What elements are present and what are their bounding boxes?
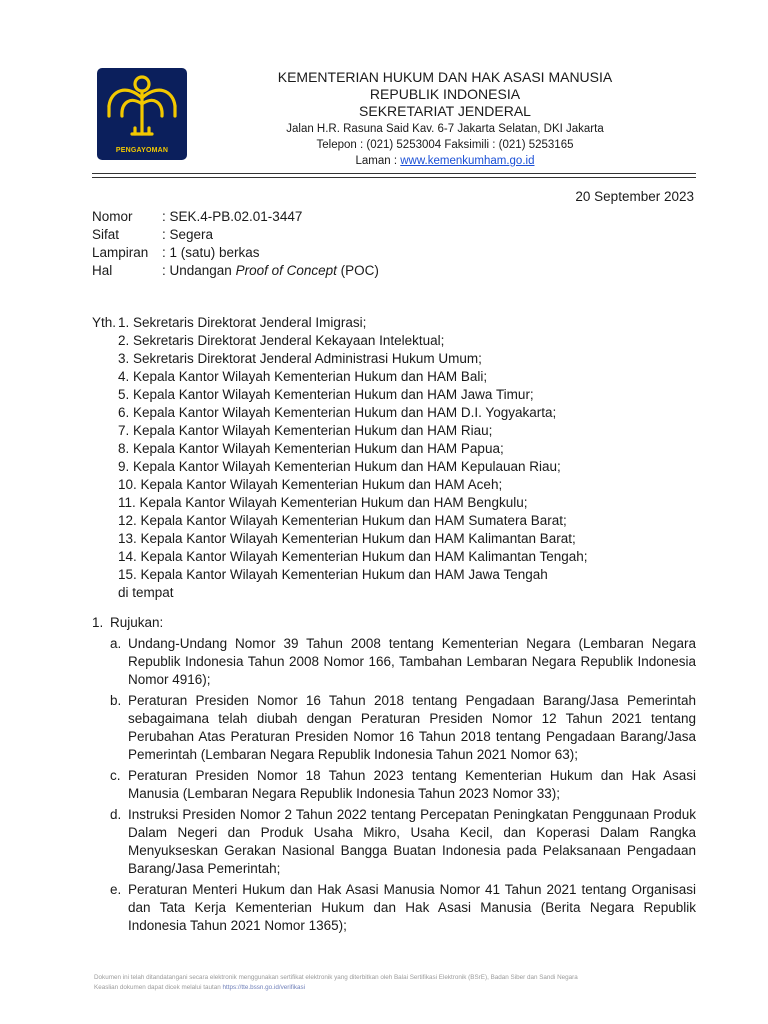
recipient-item: 14. Kepala Kantor Wilayah Kementerian Hukum dan HAM Kalimantan Tengah; — [118, 549, 588, 564]
meta-value-italic: Proof of Concept — [235, 263, 337, 278]
recipient-item: 7. Kepala Kantor Wilayah Kementerian Hukum dan HAM Riau; — [118, 423, 493, 438]
meta-key: Nomor — [92, 209, 133, 224]
reference-letter: b. — [110, 693, 122, 708]
recipient-item: 15. Kepala Kantor Wilayah Kementerian Hukum dan HAM Jawa Tengah — [118, 567, 548, 582]
address: Jalan H.R. Rasuna Said Kav. 6-7 Jakarta Selatan, DKI Jakarta — [286, 123, 604, 135]
meta-value: : Undangan — [162, 263, 236, 278]
footer-line: Keaslian dokumen dapat dicek melalui tautan https://tte.bssn.go.id/verifikasi — [94, 984, 306, 991]
recipient-item: 8. Kepala Kantor Wilayah Kementerian Hukum dan HAM Papua; — [118, 441, 504, 456]
website-link[interactable]: www.kemenkumham.go.id — [400, 155, 535, 167]
meta-hal — [92, 262, 379, 280]
meta-value: : Segera — [162, 227, 214, 242]
meta-value: : SEK.4-PB.02.01-3447 — [162, 209, 303, 224]
recipient-item: 11. Kepala Kantor Wilayah Kementerian Hukum dan HAM Bengkulu; — [118, 495, 528, 510]
header-divider — [92, 173, 696, 174]
esign-footer — [94, 973, 578, 993]
recipient-place: di tempat — [118, 585, 174, 600]
unit-name: SEKRETARIAT JENDERAL — [359, 103, 531, 119]
pengayoman-tree-icon — [97, 68, 187, 148]
meta-value: : 1 (satu) berkas — [162, 245, 260, 260]
meta-key: Lampiran — [92, 245, 149, 260]
reference-item — [92, 635, 696, 689]
meta-value-suffix: (POC) — [336, 263, 379, 278]
yth-label: Yth. — [92, 315, 117, 330]
recipient-item: 2. Sekretaris Direktorat Jenderal Kekayaan Intelektual; — [118, 333, 445, 348]
reference-item — [92, 767, 696, 803]
meta-nomor — [92, 208, 379, 226]
reference-item — [92, 692, 696, 764]
reference-letter: d. — [110, 807, 122, 822]
ministry-logo — [97, 68, 187, 160]
reference-letter: e. — [110, 882, 122, 897]
ministry-name: KEMENTERIAN HUKUM DAN HAK ASASI MANUSIA — [277, 69, 613, 85]
recipient-item: 4. Kepala Kantor Wilayah Kementerian Hukum dan HAM Bali; — [118, 369, 488, 384]
reference-letter: c. — [110, 768, 121, 783]
reference-text: Instruksi Presiden Nomor 2 Tahun 2022 tentang Percepatan Peningkatan Penggunaan Produk Dalam Negeri dan Produk Usaha Mikro, Usaha Kecil, dan Koperasi Dalam Rangka Menyukseskan Gerakan Nasional Bangga Buatan Indonesia pada Pelaksanaan Pengadaan Barang/Jasa Pemerintah; — [128, 807, 696, 876]
meta-key: Hal — [92, 263, 113, 278]
country-name: REPUBLIK INDONESIA — [369, 86, 521, 102]
reference-text: Undang-Undang Nomor 39 Tahun 2008 tentang Kementerian Negara (Lembaran Negara Republik Indonesia Tahun 2008 Nomor 166, Tambahan Lembaran Negara Republik Indonesia Nomor 4916); — [128, 636, 696, 687]
reference-item — [92, 806, 696, 878]
section-number: 1. — [92, 615, 104, 630]
meta-key: Sifat — [92, 227, 120, 242]
recipient-list — [92, 314, 588, 602]
recipient-item: 5. Kepala Kantor Wilayah Kementerian Hukum dan HAM Jawa Timur; — [118, 387, 534, 402]
reference-item — [92, 881, 696, 935]
section-title — [92, 613, 696, 632]
recipient-item: 10. Kepala Kantor Wilayah Kementerian Hukum dan HAM Aceh; — [118, 477, 503, 492]
verification-link[interactable]: https://tte.bssn.go.id/verifikasi — [222, 984, 306, 991]
reference-text: Peraturan Presiden Nomor 16 Tahun 2018 tentang Pengadaan Barang/Jasa Pemerintah sebagaimana telah diubah dengan Peraturan Presiden Nomor 12 Tahun 2021 tentang Perubahan Atas Peraturan Presiden Nomor 16 Tahun 2018 tentang Pengadaan Barang/Jasa Pemerintah (Lembaran Negara Republik Indonesia Tahun 2021 Nomor 63); — [128, 693, 696, 762]
logo-label: PENGAYOMAN — [115, 147, 169, 154]
reference-text: Peraturan Menteri Hukum dan Hak Asasi Manusia Nomor 41 Tahun 2021 tentang Organisasi dan Tata Kerja Kementerian Hukum dan Hak Asasi Manusia (Berita Negara Republik Indonesia Tahun 2021 Nomor 1365); — [128, 882, 696, 933]
letter-date: 20 September 2023 — [575, 189, 694, 204]
recipient-item: 9. Kepala Kantor Wilayah Kementerian Hukum dan HAM Kepulauan Riau; — [118, 459, 561, 474]
section-title-text: Rujukan: — [110, 615, 164, 630]
recipient-item: 6. Kepala Kantor Wilayah Kementerian Hukum dan HAM D.I. Yogyakarta; — [118, 405, 557, 420]
section-rujukan — [92, 613, 696, 935]
header-divider-thin — [92, 177, 696, 178]
phone-fax: Telepon : (021) 5253004 Faksimili : (021) 5253165 — [316, 139, 574, 151]
reference-text: Peraturan Presiden Nomor 18 Tahun 2023 tentang Kementerian Hukum dan Hak Asasi Manusia (Lembaran Negara Republik Indonesia Tahun 2023 Nomor 33); — [128, 768, 696, 801]
recipient-item: 13. Kepala Kantor Wilayah Kementerian Hukum dan HAM Kalimantan Barat; — [118, 531, 576, 546]
letter-meta — [92, 208, 379, 280]
recipient-item: 12. Kepala Kantor Wilayah Kementerian Hukum dan HAM Sumatera Barat; — [118, 513, 567, 528]
recipient-item: Yth. 1. Sekretaris Direktorat Jenderal Imigrasi; — [92, 315, 367, 330]
website-label: Laman : — [355, 155, 401, 167]
meta-lampiran — [92, 244, 379, 262]
reference-letter: a. — [110, 636, 122, 651]
footer-line: Dokumen ini telah ditandatangani secara elektronik menggunakan sertifikat elektronik yang diterbitkan oleh Balai Sertifikasi Elektronik (BSrE), Badan Siber dan Sandi Negara — [94, 974, 578, 981]
recipient-item: 3. Sekretaris Direktorat Jenderal Administrasi Hukum Umum; — [118, 351, 482, 366]
meta-sifat — [92, 226, 379, 244]
website-line — [230, 154, 660, 169]
